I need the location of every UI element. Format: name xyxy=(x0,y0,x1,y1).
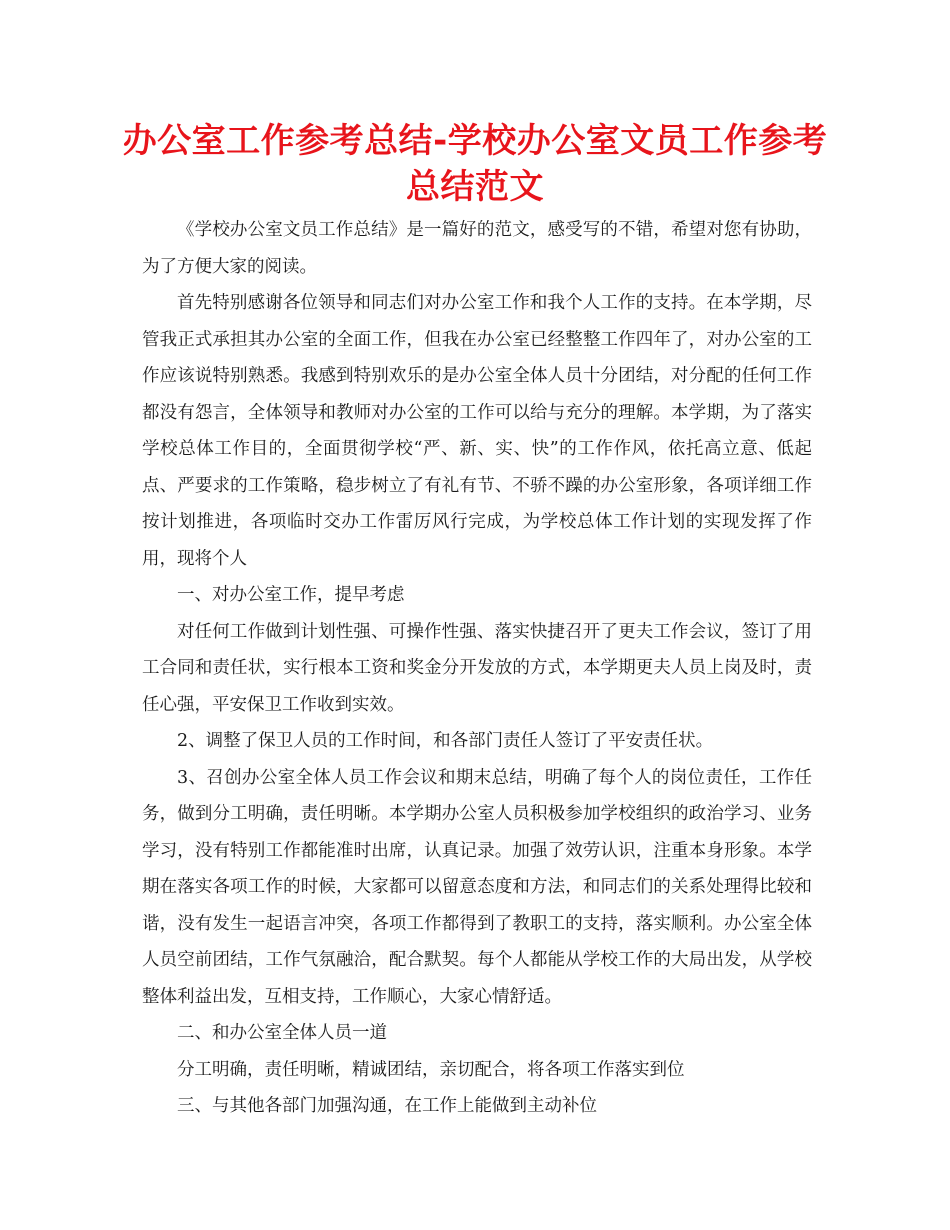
document-body xyxy=(142,212,812,1125)
paragraph-item-2: 2、调整了保卫人员的工作时间，和各部门责任人签订了平安责任状。 xyxy=(177,731,714,751)
paragraph-item-3: 3、召创办公室全体人员工作会议和期末总结，明确了每个人的岗位责任，工作任务，做到分工明确，责任明晰。本学期办公室人员积极参加学校组织的政治学习、业务学习，没有特别工作都能准时出席，认真记录。加强了效劳认识，注重本身形象。本学期在落实各项工作的时候，大家都可以留意态度和方法，和同志们的关系处理得比较和谐，没有发生一起语言冲突，各项工作都得到了教职工的支持，落实顺利。办公室全体人员空前团结，工作气氛融洽，配合默契。每个人都能从学校工作的大局出发，从学校整体利益出发，互相支持，工作顺心，大家心情舒适。 xyxy=(142,767,812,1007)
paragraph-division-of-work: 分工明确，责任明晰，精诚团结，亲切配合，将各项工作落实到位 xyxy=(177,1059,685,1080)
paragraph-intro: 《学校办公室文员工作总结》是一篇好的范文，感受写的不错，希望对您有协助，为了方便大家的阅读。 xyxy=(142,220,812,277)
section-heading-1: 一、对办公室工作，提早考虑 xyxy=(177,585,405,605)
document-title: 办公室工作参考总结-学校办公室文员工作参考总结范文 xyxy=(122,121,828,207)
section-heading-3: 三、与其他各部门加强沟通，在工作上能做到主动补位 xyxy=(177,1096,597,1116)
paragraph-overview: 首先特别感谢各位领导和同志们对办公室工作和我个人工作的支持。在本学期，尽管我正式承担其办公室的全面工作，但我在办公室已经整整工作四年了，对办公室的工作应该说特别熟悉。我感到特别欢乐的是办公室全体人员十分团结，对分配的任何工作都没有怨言，全体领导和教师对办公室的工作可以给与充分的理解。本学期，为了落实学校总体工作目的，全面贯彻学校“严、新、实、快”的工作作风，依托高立意、低起点、严要求的工作策略，稳步树立了有礼有节、不骄不躁的办公室形象，各项详细工作按计划推进，各项临时交办工作雷厉风行完成，为学校总体工作计划的实现发挥了作用，现将个人 xyxy=(142,293,812,569)
paragraph-planning: 对任何工作做到计划性强、可操作性强、落实快捷召开了更夫工作会议，签订了用工合同和责任状，实行根本工资和奖金分开发放的方式，本学期更夫人员上岗及时，责任心强，平安保卫工作收到实效。 xyxy=(142,621,812,715)
section-heading-2: 二、和办公室全体人员一道 xyxy=(177,1023,387,1043)
